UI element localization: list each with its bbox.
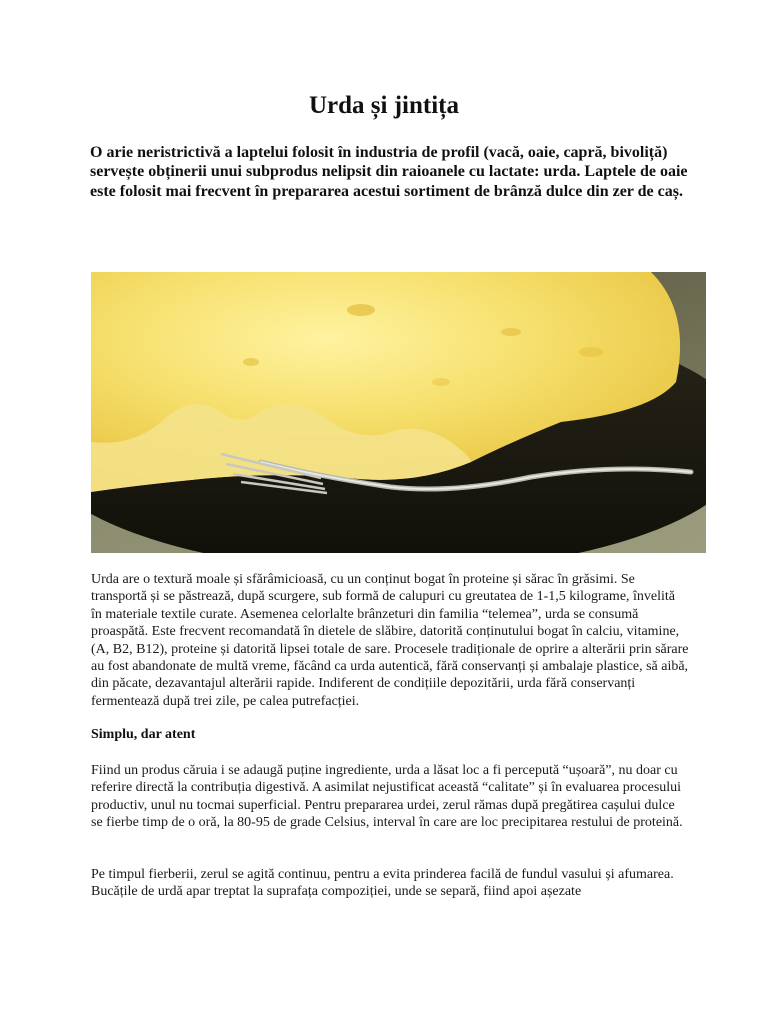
body-paragraph-2: Fiind un produs căruia i se adaugă puține ingrediente, urda a lăsat loc a fi percepută “ușoară”, nu doar cu referire directă la contribuția digestivă. A asimilat nejustificat această “calitate” și în evaluarea procesului productiv, unul nu tocmai superficial. Pentru prepararea urdei, zerul rămas după pregătirea cașului dulce se fierbe timp de o oră, la 80-95 de grade Celsius, interval în care are loc precipitarea restului de proteină. [91, 763, 683, 831]
body-paragraph-3: Pe timpul fierberii, zerul se agită continuu, pentru a evita prinderea facilă de fundul vasului și afumarea. Bucățile de urdă apar treptat la suprafața compoziției, unde se separă, fiind apoi așezate [91, 867, 674, 900]
intro-paragraph: O arie neristrictivă a laptelui folosit în industria de profil (vacă, oaie, capră, bivoliță) servește obținerii unui subprodus nelipsit din raioanele cu lactate: urda. Laptele de oaie este folosit mai frecvent în prepararea acestui sortiment de brânză dulce din zer de caș. [90, 144, 688, 200]
page-title: Urda și jintița [309, 92, 459, 119]
body-paragraph-1: Urda are o textură moale și sfărâmicioasă, cu un conținut bogat în proteine și sărac în grăsimi. Se transportă și se păstrează, după scurgere, sub formă de calupuri cu greutatea de 1-1,5 kilograme, învelită în materiale textile curate. Asemenea celorlalte brânzeturi din familia “telemea”, urda se consumă proaspătă. Este frecvent recomandată în dietele de slăbire, datorită conținutului bogat în calciu, vitamine, (A, B2, B12), proteine și datorită lipsei totale de sare. Procesele tradiționale de oprire a alterării prin sărare au fost abandonate de multă vreme, făcând ca urda autentică, fără conservanți și ambalaje plastice, să aibă, din păcate, dezavantajul alterării rapide. Indiferent de condițiile depozitării, urda fără conservanți fermentează după trei zile, pe calea putrefacției. [91, 572, 689, 709]
section-subheading: Simplu, dar atent [91, 727, 196, 742]
urda-photo [91, 272, 706, 553]
